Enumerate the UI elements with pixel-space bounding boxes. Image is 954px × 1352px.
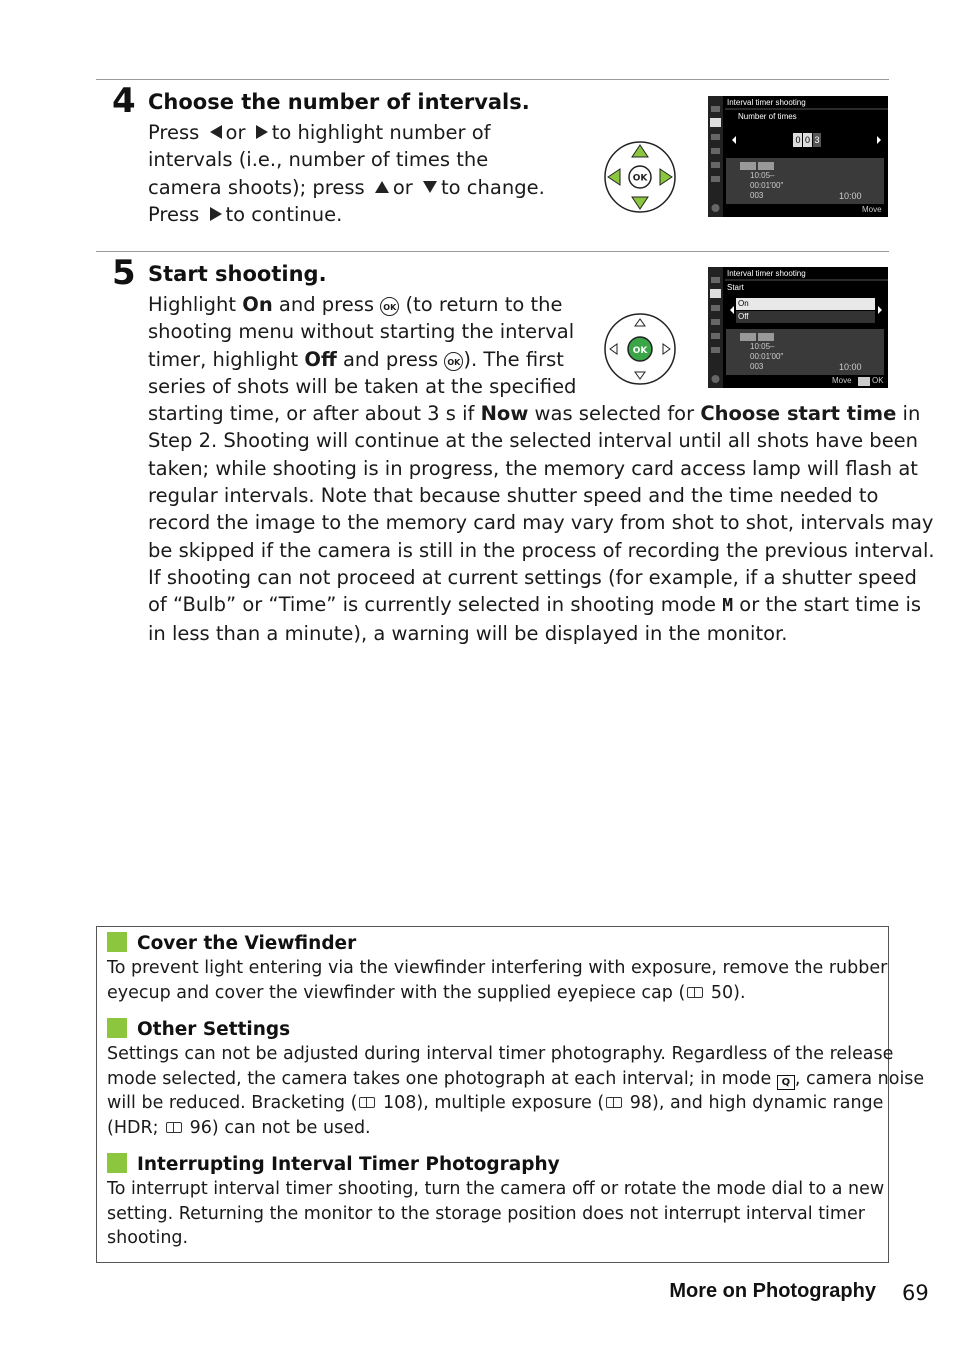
multi-selector-updown-icon <box>604 141 676 213</box>
section-rule-middle <box>96 251 889 252</box>
pencil-note-icon <box>107 1018 127 1038</box>
notes-box <box>96 926 925 1263</box>
svg-text:OK: OK <box>632 346 648 356</box>
page-reference-icon <box>687 987 703 998</box>
ok-button-icon: OK <box>380 297 399 316</box>
ok-button-icon: OK <box>444 352 463 371</box>
down-arrow-icon <box>423 181 437 193</box>
note-interrupting: Interrupting Interval Timer Photography To interrupt interval timer shooting, turn the camera off or rotate the mode dial to a new setting. Returning the monitor to the storage position does not interrupt interval timer shooting. <box>107 1154 885 1249</box>
step-4-body: Press or to highlight number of intervals (i.e., number of times the camera shoots); press or to change. Press to continue. <box>148 121 545 226</box>
up-arrow-icon <box>375 181 389 193</box>
step-5-number: 5 <box>112 253 136 293</box>
section-rule-top <box>96 79 889 80</box>
page-reference-icon <box>166 1122 182 1133</box>
step-5-body: Highlight On and press OK (to return to the shooting menu without starting the interval timer, highlight Off and press OK ). The first series of shots will be taken at the specified starting time, or after about 3 s if Now was selected for Choose start time in Step 2. Shooting will continue at the selected interval until all shots have been taken; while shooting is in progress, the memory card access lamp will flash at regular intervals. Note that because shutter speed and the time needed to record the image to the memory card may vary from shot to shot, intervals may be skipped if the camera is still in the process of recording the previous interval. If shooting can not proceed at current settings (for example, if a shutter speed of “Bulb” or “Time” is currently selected in shooting mode M or the start time is in less than a minute), a warning will be displayed in the monitor. <box>148 293 935 645</box>
page-reference-icon <box>359 1097 375 1108</box>
camera-screen-start: Interval timer shooting Start On Off 10:05– 00:01′00″ 003 10:00 Move OK <box>708 267 888 388</box>
page-number: 69 <box>902 1281 929 1305</box>
right-arrow-icon <box>256 125 268 139</box>
right-arrow-icon <box>210 207 222 221</box>
pencil-note-icon <box>107 932 127 952</box>
step-4-number: 4 <box>112 81 136 121</box>
multi-selector-ok-icon <box>604 313 676 385</box>
page-reference-icon <box>606 1097 622 1108</box>
pencil-note-icon <box>107 1153 127 1173</box>
section-title: More on Photography <box>669 1280 876 1302</box>
note-cover-viewfinder: Cover the Viewfinder To prevent light entering via the viewfinder interfering with exposure, remove the rubber eyecup and cover the viewfinder with the supplied eyepiece cap ( 50). <box>107 933 888 1003</box>
note-other-settings: Other Settings Settings can not be adjusted during interval timer photography. Regardless of the release mode selected, the camera takes one photograph at each interval; in mode Q , camera noise will be reduced. Bracketing ( 108), multiple exposure ( 98), and high dynamic range (HDR; 96) can not be used. <box>107 1019 925 1138</box>
quiet-mode-icon: Q <box>777 1075 795 1090</box>
svg-text:OK: OK <box>632 173 648 184</box>
step-4-title: Choose the number of intervals. <box>148 90 530 114</box>
left-arrow-icon <box>210 125 222 139</box>
camera-screen-number-of-times: Interval timer shooting Number of times 0 0 3 10:05– 00:01′00″ 003 10:00 Move <box>708 96 888 217</box>
step-5-title: Start shooting. <box>148 262 327 286</box>
